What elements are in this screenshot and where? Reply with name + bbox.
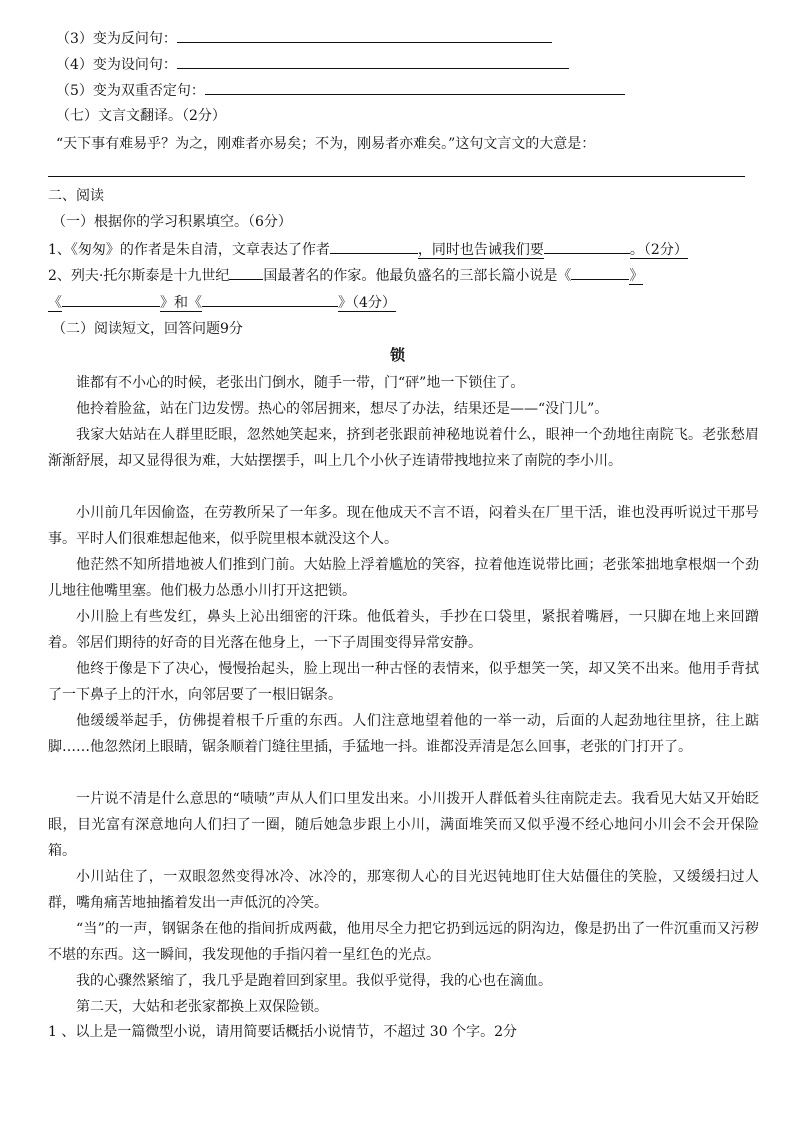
subsection-fill-in: （一）根据你的学习积累填空。（6分） (52, 214, 292, 230)
answer-blank-q2-novel-2[interactable] (62, 292, 160, 307)
subsection-short-reading: （二）阅读短文，回答问题9分 (52, 321, 243, 337)
story-paragraph: “当”的一声，钢锯条在他的指间折成两截，他用尽全力把它扔到远远的阴沟边，像是扔出了一件沉重而又污秽不堪的东西。这一瞬间，我发现他的手指闪着一星红色的光点。 (48, 921, 759, 963)
story-paragraph: 我的心骤然紧缩了，我几乎是跑着回到家里。我似乎觉得，我的心也在滴血。 (76, 973, 552, 989)
story-paragraph: 小川脸上有些发红，鼻头上沁出细密的汗珠。他低着头，手抄在口袋里，紧抿着嘴唇，一只脚在地上来回蹭着。邻居们期待的好奇的目光落在他身上，一下子周围变得异常安静。 (48, 609, 759, 651)
answer-blank-q1-reminder[interactable] (544, 239, 630, 254)
answer-line-translation[interactable] (48, 176, 745, 177)
classical-quote-prompt: “天下事有难易乎？为之，刚难者亦易矣；不为，刚易者亦难矣。”这句文言文的大意是： (56, 136, 596, 152)
question-summary: 1 、以上是一篇微型小说，请用简要话概括小说情节，不超过 30 个字。2分 (48, 1024, 517, 1040)
story-paragraph: 第二天，大姑和老张家都换上双保险锁。 (76, 999, 328, 1015)
story-paragraph: 一片说不清是什么意思的“啧啧”声从人们口里发出来。小川拨开人群低着头往南院走去。我看见大姑又开始眨眼，目光富有深意地向人们扫了一圈，随后她急步跟上小川，满面堆笑而又似乎漫不经心地问小川会不会开保险箱。 (48, 791, 759, 859)
question-2-continued: 《 》和《 》（4分） (48, 292, 396, 313)
story-title: 锁 (390, 346, 406, 364)
answer-blank-q1-author-feeling[interactable] (330, 239, 418, 254)
story-paragraph: 我家大姑站在人群里眨眼，忽然她笑起来，挤到老张跟前神秘地说着什么，眼神一个劲地往南院飞。老张愁眉渐渐舒展，却又显得很为难，大姑摆摆手，叫上几个小伙子连请带拽地拉来了南院的李小川。 (48, 427, 759, 469)
story-paragraph: 谁都有不小心的时候，老张出门倒水，随手一带，门“砰”地一下锁住了。 (76, 375, 525, 391)
section-reading-heading: 二、阅读 (48, 188, 104, 204)
story-paragraph: 他拎着脸盆，站在门边发愣。热心的邻居拥来，想尽了办法，结果还是——“没门儿”。 (76, 401, 609, 417)
section-classical-translation: （七）文言文翻译。（2分） (56, 108, 226, 124)
rewrite-double-negative: （5）变为双重否定句： (56, 80, 625, 101)
story-paragraph: 他缓缓举起手，仿佛提着根千斤重的东西。人们注意地望着他的一举一动，后面的人起劲地往里挤，往上踮脚……他忽然闭上眼睛，锯条顺着门缝往里插，手猛地一抖。谁都没弄清是怎么回事，老张的门打开了。 (48, 713, 759, 755)
answer-blank-q2-novel-1[interactable] (571, 265, 629, 280)
story-paragraph: 小川前几年因偷盗，在劳教所呆了一年多。现在他成天不言不语，闷着头在厂里干活，谁也没再听说过干那号事。平时人们很难想起他来，似乎院里根本就没这个人。 (48, 505, 759, 547)
rewrite-rhetorical-question: （3）变为反问句： (56, 28, 552, 49)
story-paragraph: 他茫然不知所措地被人们推到门前。大姑脸上浮着尴尬的笑容，拉着他连说带比画；老张笨拙地拿根烟一个劲儿地往他嘴里塞。他们极力怂恿小川打开这把锁。 (48, 557, 759, 599)
answer-blank-q2-novel-3[interactable] (202, 292, 338, 307)
answer-blank-q2-country[interactable] (229, 265, 263, 280)
story-paragraph: 小川站住了，一双眼忽然变得冰冷、冰冷的，那寒彻人心的目光迟钝地盯住大姑僵住的笑脸，又缓缓扫过人群，嘴角痛苦地抽搐着发出一声低沉的冷笑。 (48, 869, 759, 911)
rewrite-self-question: （4）变为设问句： (56, 54, 569, 75)
answer-blank-self-question[interactable] (177, 54, 569, 69)
answer-blank-rhetorical[interactable] (177, 28, 552, 43)
question-1: 1、《匆匆》的作者是朱自清，文章表达了作者 ，同时也告诫我们要 。（2分） (48, 239, 688, 260)
answer-blank-double-negative[interactable] (205, 80, 625, 95)
story-paragraph: 他终于像是下了决心，慢慢抬起头，脸上现出一种古怪的表情来，似乎想笑一笑，却又笑不出来。他用手背拭了一下鼻子上的汗水，向邻居要了一根旧锯条。 (48, 661, 759, 703)
question-2: 2、列夫·托尔斯泰是十九世纪 国最著名的作家。他最负盛名的三部长篇小说是《 》 (48, 265, 643, 286)
